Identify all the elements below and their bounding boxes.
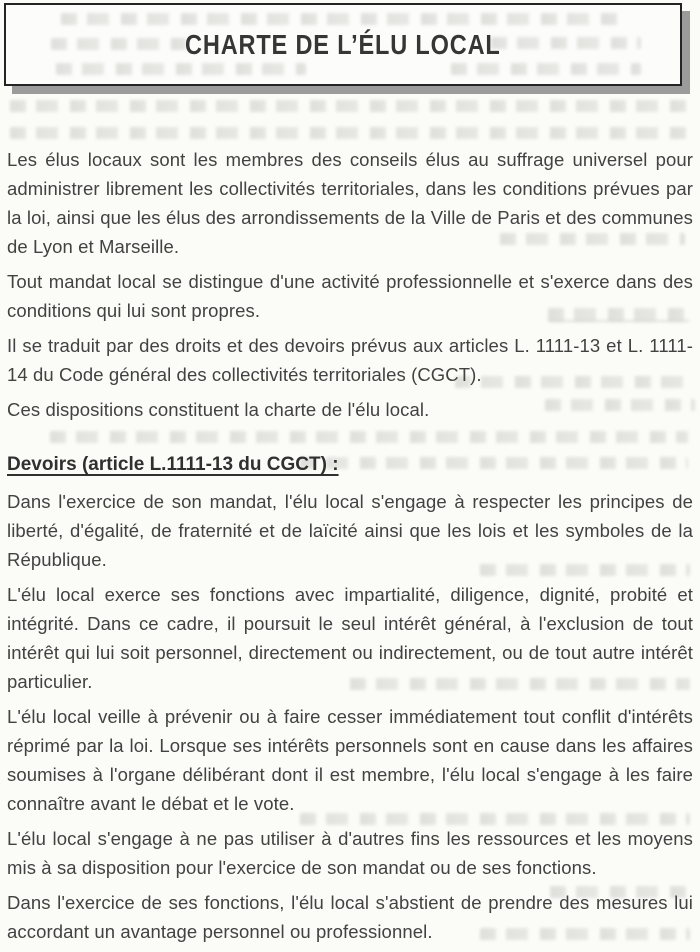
paragraph-devoirs-3: L'élu local veille à prévenir ou à faire cesser immédiatement tout conflit d'intérêts réprimé par la loi. Lorsque ses intérêts personnels sont en cause dans les affaires soumises à l'organe délibérant dont il est membre, l'élu local s'engage à les faire connaître avant le débat et le vote.: [7, 706, 693, 814]
section-heading-text: Devoirs (article L.1111-13 du CGCT) :: [7, 454, 339, 475]
document-title: CHARTE DE L’ÉLU LOCAL: [185, 28, 501, 60]
bleed-through-artifact: [61, 13, 621, 25]
paragraph-devoirs-2: L'élu local exerce ses fonctions avec impartialité, diligence, dignité, probité et intégrité. Dans ce cadre, il poursuit le seul intérêt général, à l'exclusion de tout intérêt qui lui soit personnel, directement ou indirectement, ou de tout autre intérêt particulier.: [7, 584, 693, 692]
bleed-through-artifact: [51, 38, 186, 50]
bleed-through-artifact: [56, 63, 306, 75]
paragraph-intro-1: Les élus locaux sont les membres des conseils élus au suffrage universel pour administrer librement les collectivités territoriales, dans les conditions prévues par la loi, ainsi que les élus des arrondissements de la Ville de Paris et des communes de Lyon et Marseille.: [7, 149, 693, 257]
bleed-through-artifact: [491, 37, 641, 49]
paragraph-intro-4: Ces dispositions constituent la charte de l'élu local.: [7, 399, 430, 420]
bleed-through-artifact: [10, 100, 686, 112]
paragraph-devoirs-4: L'élu local s'engage à ne pas utiliser à d'autres fins les ressources et les moyens mis à sa disposition pour l'exercice de son mandat ou de ses fonctions.: [7, 828, 693, 878]
paragraph-intro-3: Il se traduit par des droits et des devoirs prévus aux articles L. 1111-13 et L. 1111-14 du Code général des collectivités territoriales (CGCT).: [7, 335, 693, 385]
section-heading-devoirs: [7, 450, 693, 479]
paragraph-devoirs-1: Dans l'exercice de son mandat, l'élu local s'engage à respecter les principes de liberté, d'égalité, de fraternité et de laïcité ainsi que les lois et les symboles de la République.: [7, 491, 693, 570]
bleed-through-artifact: [451, 63, 641, 75]
paragraph-devoirs-5: Dans l'exercice de ses fonctions, l'élu local s'abstient de prendre des mesures lui accordant un avantage personnel ou professionnel.: [7, 892, 693, 942]
paragraph-intro-2: Tout mandat local se distingue d'une activité professionnelle et s'exerce dans des conditions qui lui sont propres.: [7, 271, 693, 321]
title-box: [4, 3, 682, 86]
document-body: [7, 145, 693, 952]
bleed-through-artifact: [10, 127, 686, 139]
